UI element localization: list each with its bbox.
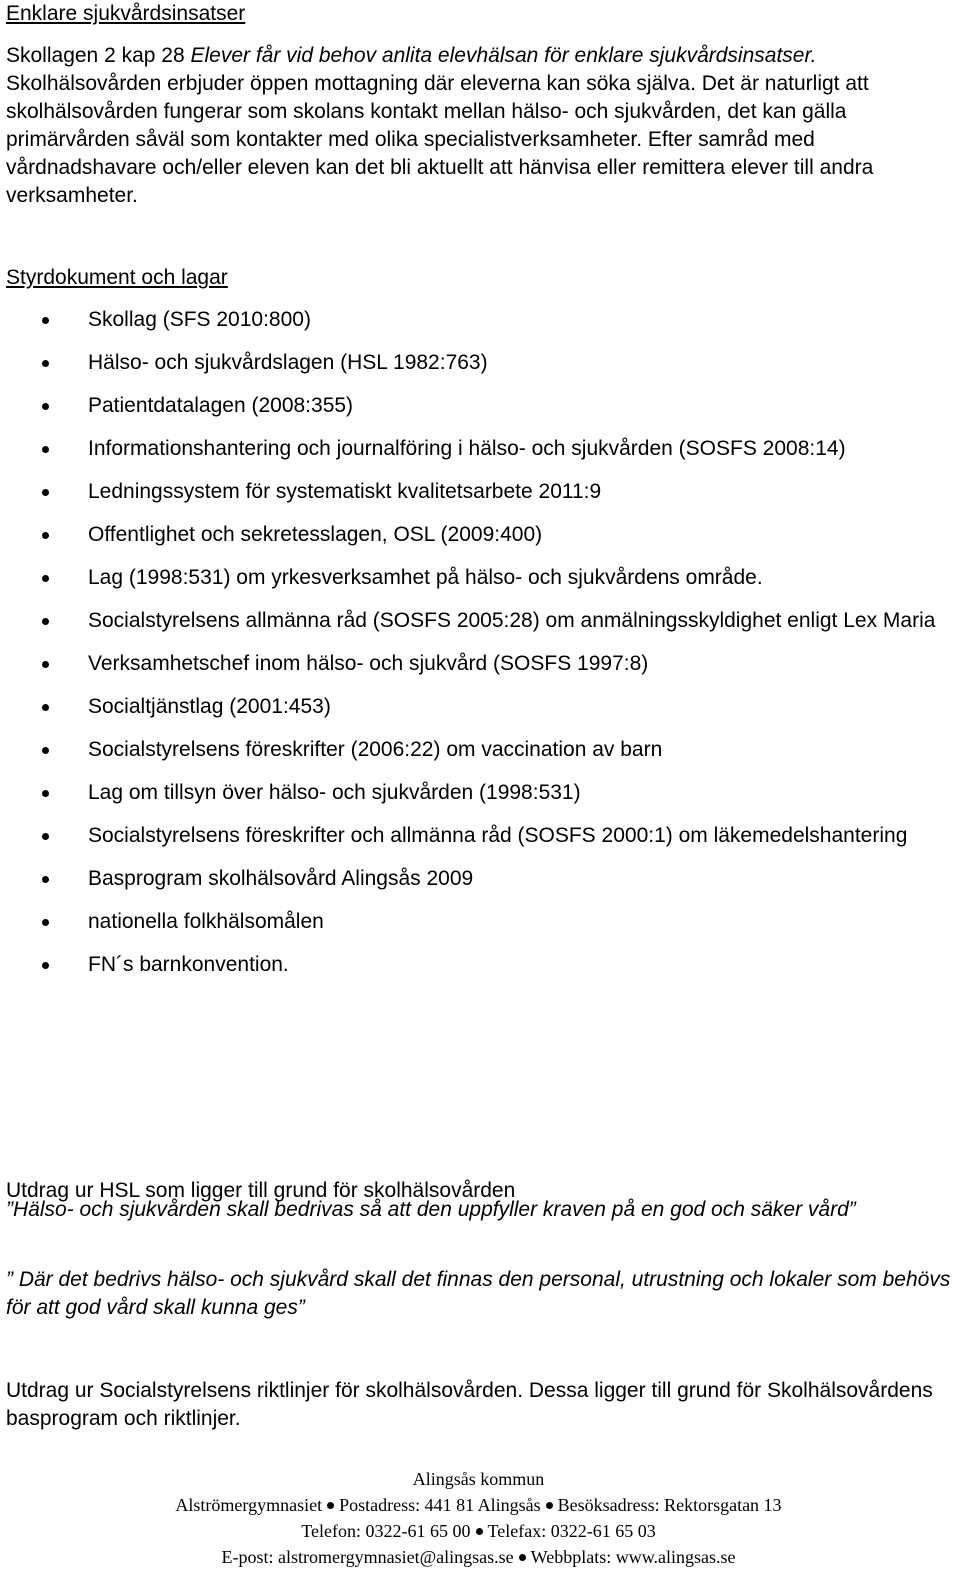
- bullet-icon: [546, 1502, 553, 1509]
- law-list-item: [6, 564, 951, 592]
- law-list-item: [6, 951, 951, 979]
- law-list-item: [6, 521, 951, 549]
- footer-postal-address: Postadress: 441 81 Alingsås: [339, 1495, 541, 1515]
- footer: [6, 1466, 951, 1570]
- intro-text-italic: Elever får vid behov anlita elevhälsan för enklare sjukvårdsinsatser.: [190, 44, 817, 67]
- bullet-icon: [42, 403, 49, 410]
- bullet-icon: [476, 1528, 483, 1535]
- law-list-item-text: Socialstyrelsens allmänna råd (SOSFS 2005:28) om anmälningsskyldighet enligt Lex Maria: [88, 609, 936, 632]
- utdrag-hsl-text: Utdrag ur HSL som ligger till grund för skolhälsovården: [6, 1179, 516, 1202]
- law-list-item-text: Offentlighet och sekretesslagen, OSL (2009:400): [88, 523, 543, 546]
- law-list-item-text: Ledningssystem för systematiskt kvalitetsarbete 2011:9: [88, 480, 602, 503]
- bullet-icon: [42, 833, 49, 840]
- law-list-item-text: FN´s barnkonvention.: [88, 953, 289, 976]
- law-list-item: [6, 908, 951, 936]
- bullet-icon: [42, 747, 49, 754]
- bullet-icon: [519, 1554, 526, 1561]
- law-list: [6, 306, 951, 994]
- bullet-icon: [42, 876, 49, 883]
- bullet-icon: [42, 532, 49, 539]
- socialstyrelsen-excerpt: Utdrag ur Socialstyrelsens riktlinjer för skolhälsovården. Dessa ligger till grund för Skolhälsovårdens basprogram och riktlinjer.: [6, 1379, 933, 1430]
- law-list-item: [6, 822, 951, 850]
- footer-email-link[interactable]: E-post: alstromergymnasiet@alingsas.se: [221, 1547, 514, 1567]
- law-list-item: [6, 865, 951, 893]
- law-list-item-text: Lag om tillsyn över hälso- och sjukvården (1998:531): [88, 781, 581, 804]
- bullet-icon: [42, 962, 49, 969]
- law-list-item-text: Socialstyrelsens föreskrifter och allmänna råd (SOSFS 2000:1) om läkemedelshantering: [88, 824, 908, 847]
- hsl-quote-1: ”Hälso- och sjukvården skall bedrivas så att den uppfyller kraven på en god och säker vård”: [6, 1198, 856, 1221]
- bullet-icon: [42, 489, 49, 496]
- law-list-item: [6, 306, 951, 334]
- footer-phone: Telefon: 0322-61 65 00: [301, 1521, 471, 1541]
- bullet-icon: [42, 317, 49, 324]
- law-list-item: [6, 779, 951, 807]
- law-list-item: [6, 650, 951, 678]
- law-list-item: [6, 392, 951, 420]
- law-list-item: [6, 736, 951, 764]
- bullet-icon: [42, 618, 49, 625]
- law-list-item-text: Verksamhetschef inom hälso- och sjukvård (SOSFS 1997:8): [88, 652, 649, 675]
- bullet-icon: [327, 1502, 334, 1509]
- law-list-item: [6, 607, 951, 635]
- footer-address-line: [6, 1492, 951, 1518]
- bullet-icon: [42, 704, 49, 711]
- law-list-item: [6, 478, 951, 506]
- law-list-item-text: Patientdatalagen (2008:355): [88, 394, 354, 417]
- law-list-item: [6, 693, 951, 721]
- footer-website-link[interactable]: Webbplats: www.alingsas.se: [530, 1547, 736, 1567]
- footer-visit-address: Besöksadress: Rektorsgatan 13: [557, 1495, 782, 1515]
- bullet-icon: [42, 575, 49, 582]
- bullet-icon: [42, 446, 49, 453]
- footer-contact-line: [6, 1544, 951, 1570]
- law-list-item-text: Socialtjänstlag (2001:453): [88, 695, 331, 718]
- hsl-quote-2: ” Där det bedrivs hälso- och sjukvård skall det finnas den personal, utrustning och lokaler som behövs för att god vård skall kunna ges”: [6, 1268, 951, 1319]
- bullet-icon: [42, 661, 49, 668]
- footer-school: Alströmergymnasiet: [175, 1495, 323, 1515]
- bullet-icon: [42, 790, 49, 797]
- law-list-item-text: Hälso- och sjukvårdslagen (HSL 1982:763): [88, 351, 488, 374]
- bullet-icon: [42, 919, 49, 926]
- law-list-item-text: Skollag (SFS 2010:800): [88, 308, 311, 331]
- footer-phone-line: [6, 1518, 951, 1544]
- law-list-item-text: Informationshantering och journalföring i hälso- och sjukvården (SOSFS 2008:14): [88, 437, 846, 460]
- section-heading-styrdokument: Styrdokument och lagar: [6, 266, 228, 289]
- bullet-icon: [42, 360, 49, 367]
- law-list-item-text: Basprogram skolhälsovård Alingsås 2009: [88, 867, 474, 890]
- footer-organization: Alingsås kommun: [412, 1469, 545, 1489]
- intro-text-prefix: Skollagen 2 kap 28: [6, 44, 191, 67]
- law-list-item-text: Lag (1998:531) om yrkesverksamhet på hälso- och sjukvårdens område.: [88, 566, 763, 589]
- intro-text-rest: Skolhälsovården erbjuder öppen mottagning där eleverna kan söka själva. Det är naturligt att skolhälsovården fungerar som skolans kontakt mellan hälso- och sjukvården, det kan gälla primärvården såväl som kontakter med olika specialistverksamheter. Efter samråd med vårdnadshavare och/eller eleven kan det bli aktuellt att hänvisa eller remittera elever till andra verksamheter.: [6, 72, 874, 207]
- law-list-item: [6, 435, 951, 463]
- law-list-item-text: Socialstyrelsens föreskrifter (2006:22) om vaccination av barn: [88, 738, 663, 761]
- law-list-item-text: nationella folkhälsomålen: [88, 910, 324, 933]
- intro-paragraph: [6, 42, 951, 210]
- section-heading-enklare-sjukvardsinsatser: Enklare sjukvårdsinsatser: [6, 2, 246, 25]
- footer-fax: Telefax: 0322-61 65 03: [487, 1521, 656, 1541]
- law-list-item: [6, 349, 951, 377]
